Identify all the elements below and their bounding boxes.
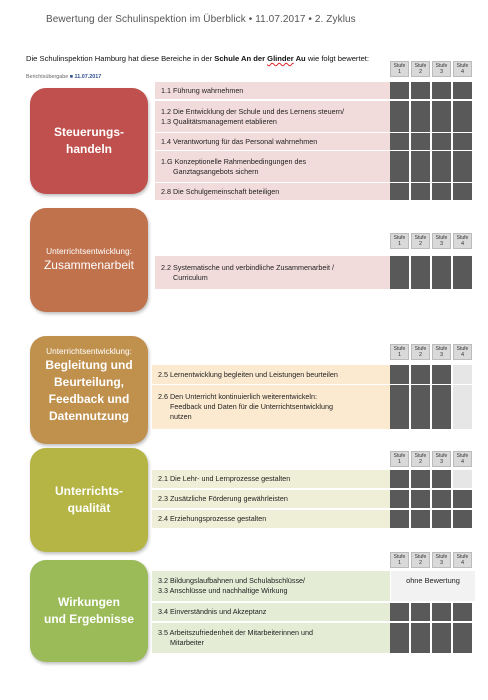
rating-cell-dark bbox=[390, 490, 409, 508]
section-title-line: Unterrichts- bbox=[54, 484, 123, 498]
criterion-row bbox=[155, 256, 390, 289]
rating-cell-dark bbox=[390, 623, 409, 653]
section-badge-begleitung bbox=[30, 336, 148, 444]
rating-cell-dark bbox=[411, 385, 430, 429]
grade-header-cell bbox=[411, 344, 430, 360]
rating-cell-dark bbox=[390, 510, 409, 528]
grade-header-cell bbox=[432, 344, 451, 360]
grade-number: 2 bbox=[418, 69, 423, 75]
grade-number: 1 bbox=[397, 560, 402, 566]
section-badge-steuerung bbox=[30, 88, 148, 194]
rating-cell-dark bbox=[390, 133, 409, 150]
grade-label: Stufe bbox=[414, 453, 427, 459]
rating-cell-light bbox=[453, 470, 472, 488]
rating-cell-dark bbox=[411, 603, 430, 621]
grade-header-cell bbox=[453, 552, 472, 568]
grade-header bbox=[390, 61, 472, 77]
rating-cell-dark bbox=[453, 490, 472, 508]
grade-header-cell bbox=[411, 233, 430, 249]
rating-cell-dark bbox=[432, 490, 451, 508]
grade-header-cell bbox=[411, 451, 430, 467]
grade-header-cell bbox=[453, 233, 472, 249]
section-title-line: Wirkungen bbox=[58, 595, 120, 609]
report-label: Berichtsübergabe bbox=[26, 74, 69, 80]
rating-cell-dark bbox=[411, 365, 430, 384]
grade-header-cell bbox=[453, 344, 472, 360]
section-subtitle: Unterrichtsentwicklung: bbox=[46, 346, 132, 356]
rating-cells bbox=[390, 385, 472, 429]
section-title-line: Datennutzung bbox=[49, 409, 129, 423]
grade-header-cell bbox=[453, 451, 472, 467]
grade-number: 4 bbox=[460, 352, 465, 358]
rating-cell-dark bbox=[432, 623, 451, 653]
grade-number: 4 bbox=[460, 69, 465, 75]
grade-label: Stufe bbox=[435, 453, 448, 459]
grade-number: 3 bbox=[439, 69, 444, 75]
grade-label: Stufe bbox=[456, 554, 469, 560]
rating-cell-dark bbox=[390, 82, 409, 99]
rating-cell-dark bbox=[390, 385, 409, 429]
criterion-row bbox=[152, 365, 390, 384]
rating-cells bbox=[390, 510, 472, 528]
rating-cell-dark bbox=[432, 256, 451, 289]
grade-label: Stufe bbox=[414, 63, 427, 69]
report-date: 11.07.2017 bbox=[74, 74, 102, 80]
rating-cells bbox=[390, 82, 472, 99]
report-bullet: ■ bbox=[69, 74, 74, 80]
rating-cell-dark bbox=[390, 183, 409, 200]
rating-cell-dark bbox=[432, 82, 451, 99]
criterion-row bbox=[155, 101, 390, 132]
section-badge-unterricht bbox=[30, 448, 148, 552]
grade-label: Stufe bbox=[393, 453, 406, 459]
grade-label: Stufe bbox=[435, 554, 448, 560]
grade-number: 3 bbox=[439, 459, 444, 465]
criterion-text: Ganztagsangebots sichern bbox=[173, 166, 259, 176]
criterion-text: nutzen bbox=[170, 412, 192, 421]
rating-cell-dark bbox=[453, 133, 472, 150]
grade-header-cell bbox=[453, 61, 472, 77]
intro-suffix: wie folgt bewertet: bbox=[305, 54, 370, 63]
criterion-row bbox=[152, 385, 390, 429]
criterion-text: 2.8 Die Schulgemeinschaft beteiligen bbox=[161, 186, 280, 196]
grade-label: Stufe bbox=[456, 346, 469, 352]
rating-cell-dark bbox=[432, 603, 451, 621]
grade-number: 4 bbox=[460, 241, 465, 247]
criterion-text: 1.1 Führung wahrnehmen bbox=[161, 85, 244, 95]
criterion-text: 3.4 Einverständnis und Akzeptanz bbox=[158, 607, 267, 616]
rating-cells bbox=[390, 101, 472, 132]
rating-cell-dark bbox=[411, 510, 430, 528]
criterion-text: 3.5 Arbeitszufriedenheit der Mitarbeiterinnen und bbox=[158, 628, 314, 637]
grade-label: Stufe bbox=[456, 63, 469, 69]
rating-cell-dark bbox=[453, 623, 472, 653]
criterion-row bbox=[155, 151, 390, 182]
criterion-text: 2.5 Lernentwicklung begleiten und Leistungen beurteilen bbox=[158, 369, 338, 379]
rating-cell-dark bbox=[453, 603, 472, 621]
grade-label: Stufe bbox=[393, 554, 406, 560]
criterion-text: 3.2 Bildungslaufbahnen und Schulabschlüsse/ bbox=[158, 576, 306, 585]
grade-number: 1 bbox=[397, 69, 402, 75]
rating-cells bbox=[390, 133, 472, 150]
grade-number: 4 bbox=[460, 560, 465, 566]
criterion-row bbox=[155, 82, 390, 99]
section-title-line: handeln bbox=[65, 142, 112, 156]
criterion-text: 1.3 Qualitätsmanagement etablieren bbox=[161, 116, 277, 126]
rating-cell-dark bbox=[432, 510, 451, 528]
grade-header bbox=[390, 451, 472, 467]
criterion-row bbox=[155, 183, 390, 200]
grade-header-cell bbox=[390, 61, 409, 77]
grade-number: 4 bbox=[460, 459, 465, 465]
rating-cells bbox=[390, 183, 472, 200]
criterion-text: 2.2 Systematische und verbindliche Zusammenarbeit / bbox=[161, 262, 334, 272]
rating-cell-light bbox=[453, 385, 472, 429]
document-header: Bewertung der Schulinspektion im Überblick • 11.07.2017 • 2. Zyklus bbox=[46, 14, 356, 25]
grade-header bbox=[390, 552, 472, 568]
rating-cells bbox=[390, 623, 472, 653]
section-badge-wirkungen bbox=[30, 560, 148, 662]
section-title-line: und Ergebnisse bbox=[43, 612, 135, 626]
rating-cell-dark bbox=[411, 623, 430, 653]
grade-number: 2 bbox=[418, 352, 423, 358]
grade-header-cell bbox=[432, 451, 451, 467]
grade-number: 2 bbox=[418, 241, 423, 247]
rating-cell-dark bbox=[453, 510, 472, 528]
criterion-row bbox=[152, 510, 390, 528]
criterion-text: 2.1 Die Lehr- und Lernprozesse gestalten bbox=[158, 474, 291, 483]
grade-label: Stufe bbox=[414, 346, 427, 352]
rating-cell-dark bbox=[432, 133, 451, 150]
criterion-text: 2.3 Zusätzliche Förderung gewährleisten bbox=[158, 494, 288, 503]
rating-cell-dark bbox=[453, 256, 472, 289]
rating-cells bbox=[390, 490, 472, 508]
rating-cell-dark bbox=[432, 101, 451, 132]
grade-header-cell bbox=[432, 552, 451, 568]
grade-label: Stufe bbox=[435, 63, 448, 69]
criterion-text: 1.4 Verantwortung für das Personal wahrnehmen bbox=[161, 136, 318, 146]
rating-cell-dark bbox=[411, 490, 430, 508]
section-title-line: Steuerungs- bbox=[53, 125, 124, 139]
rating-cells bbox=[390, 256, 472, 289]
grade-label: Stufe bbox=[456, 453, 469, 459]
intro-prefix: Die Schulinspektion Hamburg hat diese Bereiche in der bbox=[26, 54, 215, 63]
rating-cell-dark bbox=[411, 151, 430, 182]
rating-cell-dark bbox=[432, 183, 451, 200]
section-title-line: Feedback und bbox=[48, 392, 130, 406]
grade-label: Stufe bbox=[414, 235, 427, 241]
criterion-text: 2.6 Den Unterricht kontinuierlich weiterentwickeln: bbox=[158, 392, 317, 401]
rating-cell-dark bbox=[432, 385, 451, 429]
grade-number: 3 bbox=[439, 352, 444, 358]
criterion-text: Mitarbeiter bbox=[170, 638, 204, 647]
rating-cell-light bbox=[453, 365, 472, 384]
no-rating-label: ohne Bewertung bbox=[391, 571, 475, 601]
grade-label: Stufe bbox=[435, 346, 448, 352]
grade-number: 1 bbox=[397, 352, 402, 358]
intro-sentence bbox=[26, 54, 369, 63]
criterion-text: 1.2 Die Entwicklung der Schule und des Lernens steuern/ bbox=[161, 106, 344, 116]
rating-cell-dark bbox=[411, 101, 430, 132]
section-title-line: Zusammenarbeit bbox=[43, 258, 135, 272]
grade-header-cell bbox=[390, 451, 409, 467]
rating-cell-dark bbox=[411, 470, 430, 488]
rating-cells bbox=[390, 470, 472, 488]
section-subtitle: Unterrichtsentwicklung: bbox=[46, 246, 132, 256]
grade-number: 1 bbox=[397, 241, 402, 247]
grade-number: 2 bbox=[418, 560, 423, 566]
criterion-text: 2.4 Erziehungsprozesse gestalten bbox=[158, 514, 267, 523]
section-title-line: Beurteilung, bbox=[53, 375, 124, 389]
rating-cells bbox=[390, 151, 472, 182]
rating-cell-dark bbox=[390, 101, 409, 132]
grade-label: Stufe bbox=[393, 346, 406, 352]
grade-header-cell bbox=[390, 233, 409, 249]
school-name-glinder: Glinder bbox=[267, 54, 294, 63]
criterion-row bbox=[155, 133, 390, 150]
school-name-end: Au bbox=[293, 54, 306, 63]
report-date-line bbox=[26, 74, 101, 80]
rating-cell-dark bbox=[390, 256, 409, 289]
grade-number: 3 bbox=[439, 560, 444, 566]
rating-cell-dark bbox=[453, 101, 472, 132]
criterion-text: Curriculum bbox=[173, 272, 208, 282]
criterion-text: 3.3 Anschlüsse und nachhaltige Wirkung bbox=[158, 586, 288, 595]
rating-cell-dark bbox=[390, 365, 409, 384]
criterion-row bbox=[152, 470, 390, 488]
grade-label: Stufe bbox=[435, 235, 448, 241]
grade-header-cell bbox=[411, 552, 430, 568]
rating-cell-dark bbox=[390, 151, 409, 182]
rating-cell-dark bbox=[432, 365, 451, 384]
rating-cell-dark bbox=[432, 470, 451, 488]
section-title-line: qualität bbox=[67, 501, 111, 515]
grade-label: Stufe bbox=[393, 63, 406, 69]
school-name-part: Schule An der bbox=[214, 54, 268, 63]
rating-cell-dark bbox=[453, 151, 472, 182]
grade-number: 3 bbox=[439, 241, 444, 247]
grade-header bbox=[390, 344, 472, 360]
grade-header bbox=[390, 233, 472, 249]
rating-cell-dark bbox=[390, 603, 409, 621]
grade-header-cell bbox=[432, 61, 451, 77]
grade-header-cell bbox=[390, 344, 409, 360]
rating-cell-dark bbox=[453, 82, 472, 99]
grade-header-cell bbox=[432, 233, 451, 249]
rating-cell-dark bbox=[411, 133, 430, 150]
rating-cell-dark bbox=[411, 256, 430, 289]
rating-cells bbox=[390, 603, 472, 621]
grade-label: Stufe bbox=[414, 554, 427, 560]
grade-label: Stufe bbox=[456, 235, 469, 241]
criterion-row bbox=[152, 623, 390, 653]
section-badge-zusammenarbeit bbox=[30, 208, 148, 312]
criterion-text: 1.G Konzeptionelle Rahmenbedingungen des bbox=[161, 156, 307, 166]
grade-header-cell bbox=[390, 552, 409, 568]
criterion-row bbox=[152, 571, 390, 601]
rating-cell-dark bbox=[411, 82, 430, 99]
criterion-text: Feedback und Daten für die Unterrichtsentwicklung bbox=[170, 402, 334, 411]
grade-label: Stufe bbox=[393, 235, 406, 241]
section-title-line: Begleitung und bbox=[45, 358, 133, 372]
criterion-row bbox=[152, 603, 390, 621]
grade-number: 2 bbox=[418, 459, 423, 465]
rating-cell-dark bbox=[390, 470, 409, 488]
grade-number: 1 bbox=[397, 459, 402, 465]
criterion-row bbox=[152, 490, 390, 508]
rating-cell-dark bbox=[432, 151, 451, 182]
rating-cell-dark bbox=[453, 183, 472, 200]
grade-header-cell bbox=[411, 61, 430, 77]
rating-cell-dark bbox=[411, 183, 430, 200]
rating-cells bbox=[390, 365, 472, 384]
